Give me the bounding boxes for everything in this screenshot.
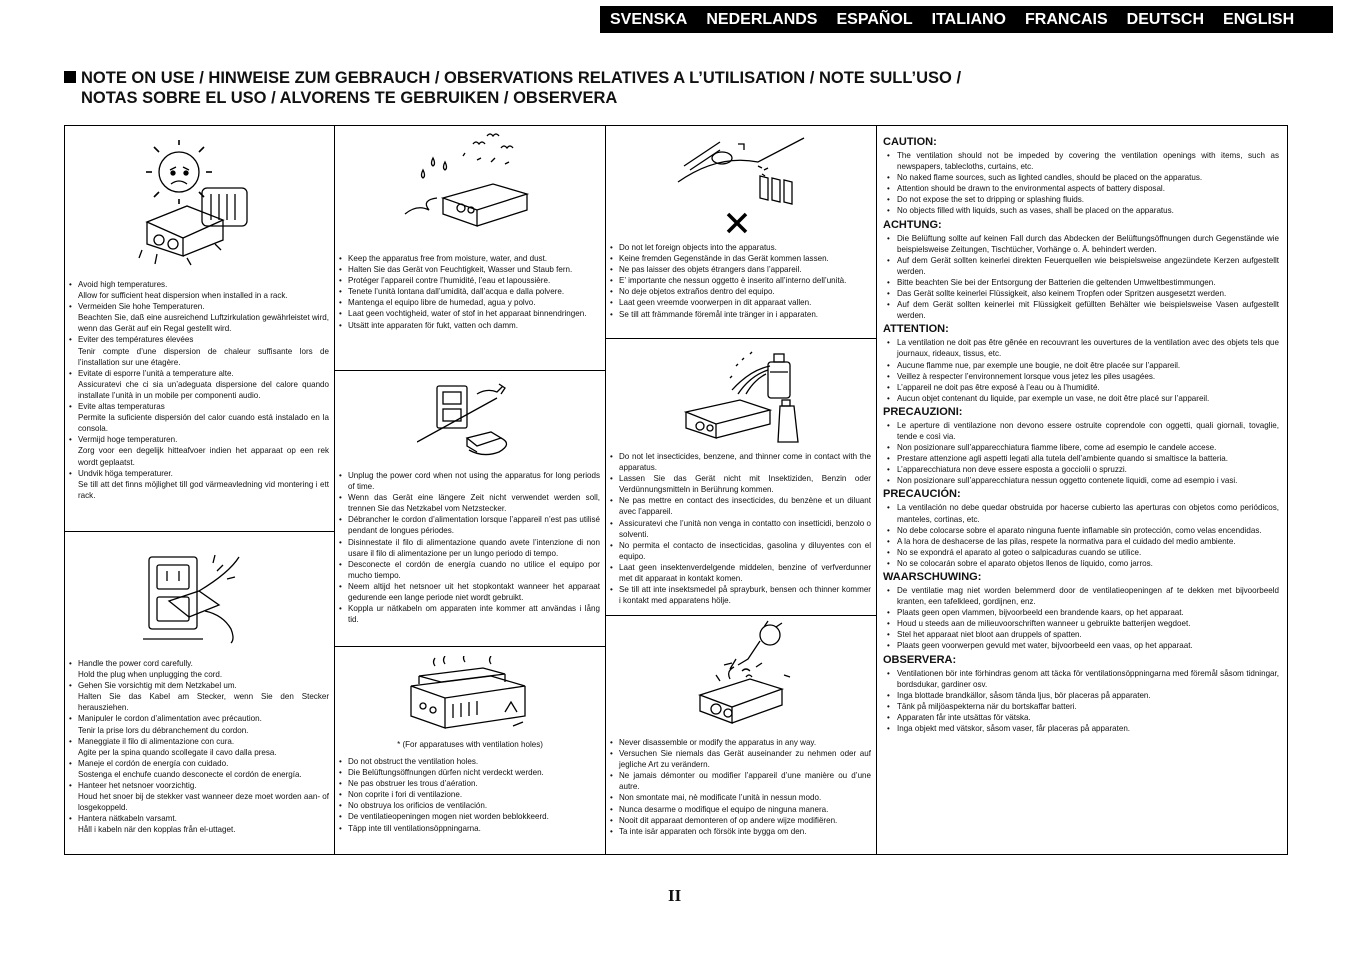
cord-cell bbox=[65, 531, 334, 854]
disassemble-screwdriver-illustration-icon bbox=[690, 619, 805, 729]
column-4-cautions bbox=[877, 126, 1287, 854]
foreign-objects-cell bbox=[606, 126, 876, 339]
moisture-dust-illustration-icon bbox=[403, 132, 533, 232]
lang-tab[interactable]: ENGLISH bbox=[1223, 10, 1295, 28]
insecticide-spray-illustration-icon bbox=[676, 346, 811, 446]
page-number: II bbox=[668, 886, 682, 905]
lang-tab[interactable]: ITALIANO bbox=[931, 10, 1006, 28]
column-1 bbox=[65, 126, 335, 854]
caution-title: PRECAUCIÓN: bbox=[883, 488, 961, 501]
foreign-objects-illustration-icon bbox=[674, 132, 809, 237]
ventilation-holes-illustration-icon bbox=[405, 656, 530, 734]
insecticide-text: • Do not let insecticides, benzene, and thinner come in contact with the apparatus. • Lassen Sie das Gerät nicht mit Insektiziden, Benzin oder Verdünnungsmitteln in Berührung kommen. • Ne pas mettre en contact des insecticides, du benzène et un diluant avec l’appareil. • Assicuratevi che l’unità non venga in contatto con insetticidi, benzolo o solventi. • No permita el contacto de insecticidas, gasolina y diluyentes con el equipo. • Laat geen insektenverdelgende middelen, benzine of verfverdunner met dit apparaat in kontakt komen. • Se till att inte insektsmedel på sprayburk, bensen och thinner kommer i kontakt med apparatens hölje. bbox=[606, 451, 876, 606]
lang-tab[interactable]: FRANCAIS bbox=[1025, 10, 1108, 28]
section-heading bbox=[64, 68, 961, 108]
heat-cell bbox=[65, 126, 334, 532]
lang-tab[interactable]: DEUTSCH bbox=[1126, 10, 1205, 28]
square-bullet-icon bbox=[64, 71, 76, 83]
moisture-text: • Keep the apparatus free from moisture, water, and dust. • Halten Sie das Gerät von Feuchtigkeit, Wasser und Staub fern. • Protéger l’appareil contre l’humidité, l’eau et lapoussière. • Tenete l’unità lontana dall’umidità, dall’acqua e dalla polvere. • Mantenga el equipo libre de humedad, agua y polvo. • Laat geen vochtigheid, water of stof in het apparaat binnendringen. • Utsätt inte apparaten för fukt, vatten och damm. bbox=[335, 253, 605, 331]
language-bar bbox=[600, 6, 1333, 33]
cord-text: • Handle the power cord carefully. Hold the plug when unplugging the cord. • Gehen Sie vorsichtig mit dem Netzkabel um. Halten Sie das Kabel am Stecker, wenn Sie den Stecker herausziehen. • Manipuler le cordon d’alimentation avec précaution. Tenir la prise lors du débranchement du cordon. • Maneggiate il filo di alimentazione con cura. Agite per la spina quando scollegate il cavo dalla presa. • Maneje el cordón de energía con cuidado. Sostenga el enchufe cuando desconecte el cordón de energía. • Hanteer het netsnoer voorzichtig. Houd het snoer bij de stekker vast wanneer deze moet worden aan- of losgekoppeld. • Hantera nätkabeln varsamt. Håll i kabeln när den kopplas från el-uttaget. bbox=[65, 658, 334, 836]
cautions-list bbox=[877, 126, 1287, 734]
caution-title: WAARSCHUWING: bbox=[883, 571, 982, 583]
caution-title: CAUTION: bbox=[883, 136, 937, 148]
ventilation-text: • Do not obstruct the ventilation holes. • Die Belüftungsöffnungen dürfen nicht verdeckt werden. • Ne pas obstruer les trous d’aération. • Non coprite i fori di ventilazione. • No obstruya los orificios de ventilación. • De ventilatieopeningen mogen niet worden beblokkeerd. • Täpp inte till ventilationsöppningarna. bbox=[335, 756, 605, 834]
power-cord-plug-illustration-icon bbox=[143, 551, 253, 646]
caution-block-fr: ATTENTION: • La ventilation ne doit pas être gênée en recouvrant les ouvertures de la ventilation avec des objets tels que journaux, rideaux, tissus, etc. • Aucune flamme nue, par exemple une bougie, ne doit être placée sur l’appareil. • Veillez à respecter l’environnement lorsque vous jetez les piles usagées. • L’appareil ne doit pas être exposé à l’eau ou à l’humidité. • Aucun objet contenant du liquide, par exemple un vase, ne doit être placé sur l’appareil. bbox=[883, 323, 1279, 404]
caution-block-en: CAUTION: • The ventilation should not be impeded by covering the ventilation openings with items, such as newspapers, tablecloths, curtains, etc. • No naked flame sources, such as lighted candles, should be placed on the apparatus. • Attention should be drawn to the environmental aspects of battery disposal. • Do not expose the set to dripping or splashing fluids. • No objects filled with liquids, such as vases, shall be placed on the apparatus. bbox=[883, 136, 1279, 217]
caution-block-es: PRECAUCIÓN: • La ventilación no debe quedar obstruida por hacerse cubierto las aperturas con objetos como periódicos, manteles, cortinas, etc. • No debe colocarse sobre el aparato ninguna fuente inflamable sin protección, como velas encendidas. • A la hora de deshacerse de las pilas, respete la normativa para el cuidado del medio ambiente. • No se expondrá el aparato al goteo o salpicaduras cuando se utilice. • No se colocarán sobre el aparato objetos llenos de líquido, como jarros. bbox=[883, 488, 1279, 569]
ventilation-footnote: * (For apparatuses with ventilation holes) bbox=[397, 740, 543, 749]
notes-grid bbox=[64, 125, 1288, 855]
foreign-objects-text: • Do not let foreign objects into the apparatus. • Keine fremden Gegenstände in das Gerät kommen lassen. • Ne pas laisser des objets étrangers dans l’appareil. • E’ importante che nessun oggetto è inserito all’interno dell’unità. • No deje objetos extraños dentro del equipo. • Laat geen vreemde voorwerpen in dit apparaat vallen. • Se till att främmande föremål inte tränger in i apparaten. bbox=[606, 242, 876, 320]
column-2 bbox=[335, 126, 606, 854]
disassemble-cell bbox=[606, 615, 876, 854]
caution-block-sv: OBSERVERA: • Ventilationen bör inte förhindras genom att täcka för ventilationsöppningarna med föremål såsom tidningar, bordsdukar, gardiner osv. • Inga blottade brandkällor, såsom tända ljus, bör placeras på apparaten. • Tänk på miljöaspekterna när du bortskaffar batteri. • Apparaten får inte utsättas för vätska. • Inga objekt med vätskor, såsom vaser, får placeras på apparaten. bbox=[883, 654, 1279, 735]
caution-block-nl: WAARSCHUWING: • De ventilatie mag niet worden belemmerd door de ventilatieopeningen af te dekken met bijvoorbeeld kranten, een tafelkleed, gordijnen, enz. • Plaats geen open vlammen, bijvoorbeeld een brandende kaars, op het apparaat. • Houd u steeds aan de milieuvoorschriften wanneer u gebruikte batterijen wegdoet. • Stel het apparaat niet bloot aan druppels of spatten. • Plaats geen voorwerpen gevuld met water, bijvoorbeeld een vaas, op het apparaat. bbox=[883, 571, 1279, 652]
caution-title: ATTENTION: bbox=[883, 323, 949, 336]
heading-line-1: NOTE ON USE / HINWEISE ZUM GEBRAUCH / OBSERVATIONS RELATIVES A L’UTILISATION / NOTE SULL’USO / bbox=[81, 69, 962, 87]
caution-block-it: PRECAUZIONI: • Le aperture di ventilazione non devono essere ostruite coprendole con oggetti, quali giornali, tovaglie, tende e così via. • Non posizionare sull’apparecchiatura fiamme libere, come ad esempio le candele accese. • Prestare attenzione agli aspetti legati alla tutela dell’ambiente quando si smaltisce la batteria. • L’apparecchiatura non deve essere esposta a gocciolii o spruzzi. • Non posizionare sull’apparecchiatura nessun oggetto contenete liquidi, come ad esempio i vasi. bbox=[883, 406, 1279, 487]
unplug-text: • Unplug the power cord when not using the apparatus for long periods of time. • Wenn das Gerät eine längere Zeit nicht verwendet werden soll, trennen Sie das Netzkabel vom Netzstecker. • Débrancher le cordon d’alimentation lorsque l’appareil n’est pas utilisé pendant de longues périodes. • Disinnestate il filo di alimentazione quando avete l’intenzione di non usare il filo di alimentazione per un lungo periodo di tempo. • Desconecte el cordón de energía cuando no utilice el equipo por mucho tiempo. • Neem altijd het netsnoer uit het stopkontakt wanneer het apparaat gedurende een lange periode niet wordt gebruikt. • Koppla ur nätkabeln om apparaten inte kommer att användas i lång tid. bbox=[335, 470, 605, 625]
caution-title: ACHTUNG: bbox=[883, 218, 942, 231]
caution-title: PRECAUZIONI: bbox=[883, 405, 963, 418]
lang-tab[interactable]: ESPAÑOL bbox=[836, 10, 913, 28]
column-3 bbox=[606, 126, 877, 854]
heading-line-2: NOTAS SOBRE EL USO / ALVORENS TE GEBRUIKEN / OBSERVERA bbox=[81, 89, 618, 107]
insecticide-cell bbox=[606, 338, 876, 616]
heat-text: • Avoid high temperatures. Allow for sufficient heat dispersion when installed in a rack. • Vermeiden Sie hohe Temperaturen. Beachten Sie, daß eine ausreichend Luftzirkulation gewährleistet wird, wenn das Gerät auf ein Regal gestellt wird. • Eviter des températures élevées Tenir compte d’une dispersion de chaleur suffisante lors de l’installation sur une étagère. • Evitate di esporre l’unità a temperature alte. Assicuratevi che ci sia un’adeguata dispersione del calore quando installate l’unità in un mobile per componenti audio. • Evite altas temperaturas Permite la suficiente dispersión del calor cuando está instalado en la consola. • Vermijd hoge temperaturen. Zorg voor een degelijk hitteafvoer indien het apparaat op een rek wordt geplaatst. • Undvik höga temperaturer. Se till att det finns möjlighet till god värmeavledning vid montering i ett rack. bbox=[65, 279, 334, 501]
unplug-outlet-illustration-icon bbox=[417, 376, 527, 466]
ventilation-cell bbox=[335, 646, 605, 854]
disassemble-text: • Never disassemble or modify the apparatus in any way. • Versuchen Sie niemals das Gerät auseinander zu nehmen oder auf jegliche Art zu verändern. • Ne jamais démonter ou modifier l’appareil d’une manière ou d’une autre. • Non smontate mai, nè modificate l’unità in nessun modo. • Nunca desarme o modifique el equipo de ninguna manera. • Nooit dit apparaat demonteren of op andere wijze modifiëren. • Ta inte isär apparaten och försök inte bygga om den. bbox=[606, 737, 876, 837]
unplug-cell bbox=[335, 370, 605, 647]
lang-tab[interactable]: NEDERLANDS bbox=[706, 10, 818, 28]
moisture-cell bbox=[335, 126, 605, 371]
high-temperature-illustration-icon bbox=[137, 140, 262, 270]
lang-tab[interactable]: SVENSKA bbox=[610, 10, 688, 28]
caution-block-de: ACHTUNG: • Die Belüftung sollte auf keinen Fall durch das Abdecken der Belüftungsöffnungen durch Gegenstände wie beispielsweise Zeitungen, Tischtücher, Vorhänge o. Ä. behindert werden. • Auf dem Gerät sollten keinerlei direkten Feuerquellen wie beispielsweise angezündete Kerzen aufgestellt werden. • Bitte beachten Sie bei der Entsorgung der Batterien die geltenden Umweltbestimmungen. • Das Gerät sollte keinerlei Flüssigkeit, also keinem Tropfen oder Spritzen ausgesetzt werden. • Auf dem Gerät sollten keinerlei mit Flüssigkeit gefüllten Behälter wie beispielsweise Vasen aufgestellt werden. bbox=[883, 219, 1279, 322]
caution-title: OBSERVERA: bbox=[883, 653, 957, 666]
